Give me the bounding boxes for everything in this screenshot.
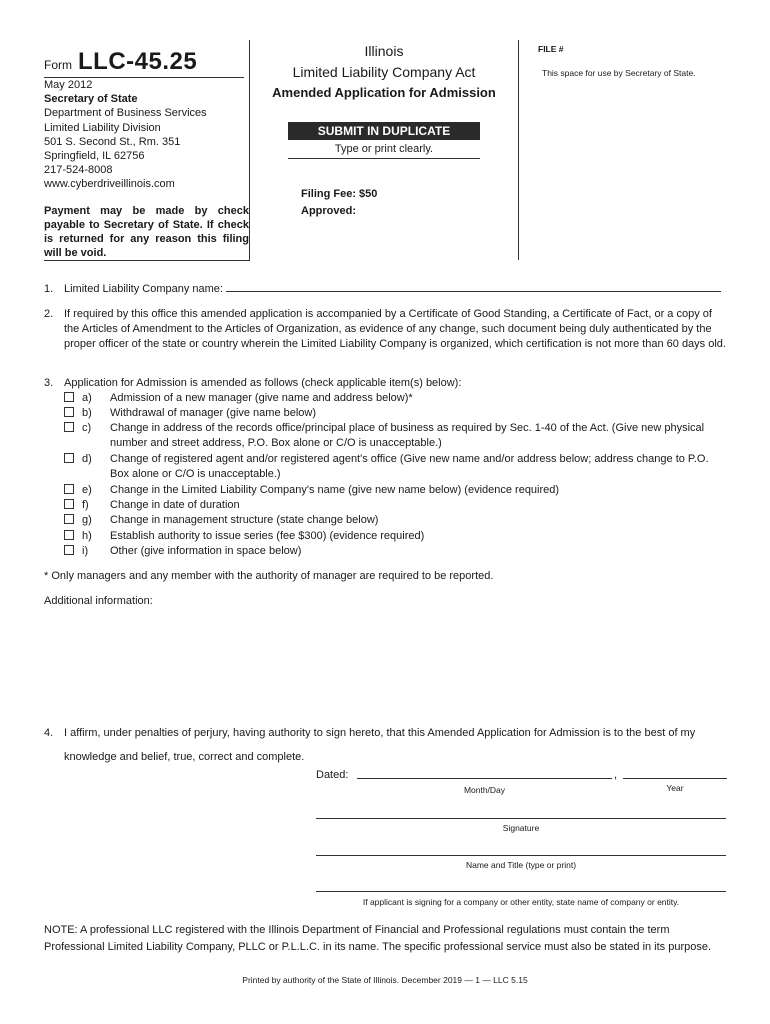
- option-text: Change in management structure (state change below): [110, 514, 379, 526]
- item-3-text: Application for Admission is amended as follows (check applicable item(s) below):: [64, 377, 462, 389]
- signature-caption: Signature: [502, 823, 540, 833]
- address-line: 217-524-8008: [44, 164, 113, 177]
- signature-field[interactable]: [316, 818, 726, 820]
- option-letter: e): [82, 484, 92, 496]
- option-text: Change in the Limited Liability Company's name (give new name below) (evidence required): [110, 484, 560, 496]
- option-e-checkbox[interactable]: [64, 484, 74, 494]
- llc-name-label: Limited Liability Company name:: [64, 283, 223, 295]
- option-f-checkbox[interactable]: [64, 499, 74, 509]
- option-text: Establish authority to issue series (fee $300) (evidence required): [110, 530, 425, 542]
- sos-use-space-note: This space for use by Secretary of State.: [542, 68, 696, 78]
- additional-info-label: Additional information:: [44, 595, 153, 607]
- option-g-checkbox[interactable]: [64, 514, 74, 524]
- item-2-text: If required by this office this amended application is accompanied by a Certificate of Good Standing, a Certificate of Fact, or a copy of the Articles of Amendment to the Articles of Organization, as evidence of any change, such document being duly authenticated by the proper officer of the state or country wherein the Limited Liability Company is organized, which certification is not more than 60 days old.: [64, 308, 726, 350]
- form-word: Form: [44, 58, 72, 72]
- option-letter: a): [82, 392, 92, 404]
- managers-footnote: * Only managers and any member with the authority of manager are required to be reported.: [44, 570, 494, 582]
- entity-name-field[interactable]: [316, 891, 726, 893]
- item-3: [44, 376, 729, 391]
- address-line: Limited Liability Division: [44, 121, 161, 134]
- option-i-checkbox[interactable]: [64, 545, 74, 555]
- option-b-checkbox[interactable]: [64, 407, 74, 417]
- item-number: 3.: [44, 377, 54, 389]
- option-letter: b): [82, 407, 92, 419]
- address-line: Department of Business Services: [44, 107, 207, 120]
- option-row: [64, 391, 729, 406]
- printed-by-footer: Printed by authority of the State of Illinois. December 2019 — 1 — LLC 5.15: [242, 975, 528, 985]
- option-letter: c): [82, 422, 92, 434]
- type-print-instruction: Type or print clearly.: [288, 143, 480, 159]
- option-h-checkbox[interactable]: [64, 530, 74, 540]
- name-title-caption: Name and Title (type or print): [465, 860, 577, 870]
- header-divider-right: [518, 40, 519, 260]
- item-4: [44, 721, 729, 769]
- state-name: Illinois: [364, 43, 404, 59]
- llc-name-field[interactable]: [226, 280, 721, 292]
- form-date: May 2012: [44, 79, 93, 91]
- option-letter: f): [82, 499, 89, 511]
- website-line: www.cyberdriveillinois.com: [44, 178, 175, 191]
- option-letter: i): [82, 545, 89, 557]
- additional-info-area[interactable]: [44, 612, 729, 712]
- option-text: Change in date of duration: [110, 499, 240, 511]
- option-text: Admission of a new manager (give name and address below)*: [110, 392, 413, 404]
- header-center-block: [250, 42, 518, 101]
- month-day-caption: Month/Day: [463, 785, 506, 795]
- item-4-text: I affirm, under penalties of perjury, having authority to sign hereto, that this Amended Application for Admission is to the best of my knowledge and belief, true, correct and complete.: [64, 727, 696, 763]
- submit-in-duplicate-banner: SUBMIT IN DUPLICATE: [288, 122, 480, 140]
- option-row: [64, 483, 729, 498]
- option-row: [64, 406, 729, 421]
- header-bottom-rule: [44, 260, 250, 261]
- item-1: [44, 280, 729, 297]
- file-number-label: FILE #: [538, 44, 564, 54]
- address-line: 501 S. Second St., Rm. 351: [44, 135, 181, 148]
- filing-fee: Filing Fee: $50: [301, 188, 378, 200]
- form-number: LLC-45.25: [78, 48, 198, 75]
- option-row: [64, 513, 729, 528]
- item-number: 2.: [44, 308, 54, 320]
- name-title-field[interactable]: [316, 855, 726, 857]
- option-row: [64, 498, 729, 513]
- item-number: 1.: [44, 283, 54, 295]
- approved-label: Approved:: [301, 205, 356, 217]
- option-d-checkbox[interactable]: [64, 453, 74, 463]
- year-caption: Year: [666, 783, 684, 793]
- payment-note: Payment may be made by check payable to Secretary of State. If check is returned for any reason this filing will be void.: [44, 204, 249, 259]
- option-row: [64, 529, 729, 544]
- entity-note-caption: If applicant is signing for a company or other entity, state name of company or entity.: [362, 897, 680, 907]
- professional-llc-note: NOTE: A professional LLC registered with the Illinois Department of Financial and Professional regulations must contain the term Professional Limited Liability Company, PLLC or P.L.L.C. in its name. The specific professional service must also be stated in its purpose.: [44, 924, 712, 953]
- option-text: Change of registered agent and/or registered agent's office (Give new name and/or address below; address change to P.O. Box alone or C/O is unacceptable.): [110, 453, 709, 480]
- address-line: Springfield, IL 62756: [44, 150, 145, 163]
- option-row: [64, 544, 729, 559]
- dated-year-field[interactable]: [623, 778, 727, 780]
- option-text: Withdrawal of manager (give name below): [110, 407, 317, 419]
- header-left-block: [44, 48, 249, 258]
- option-letter: h): [82, 530, 92, 542]
- item-2: [44, 307, 729, 352]
- option-letter: d): [82, 453, 92, 465]
- dated-label: Dated:: [316, 769, 349, 781]
- form-id-row: [44, 48, 249, 76]
- option-letter: g): [82, 514, 92, 526]
- office-name: Secretary of State: [44, 93, 138, 106]
- item-number: 4.: [44, 727, 54, 739]
- option-text: Other (give information in space below): [110, 545, 302, 557]
- option-row: [64, 421, 729, 451]
- option-a-checkbox[interactable]: [64, 392, 74, 402]
- form-title: Amended Application for Admission: [272, 85, 496, 100]
- act-name: Limited Liability Company Act: [292, 64, 476, 80]
- option-row: [64, 452, 729, 482]
- dated-month-day-field[interactable]: [357, 778, 612, 780]
- option-text: Change in address of the records office/principal place of business as required by Sec. 1-40 of the Act. (Give new physical number and street address, P.O. Box alone or C/O is unacceptable.): [110, 422, 705, 449]
- option-c-checkbox[interactable]: [64, 422, 74, 432]
- dated-comma: ,: [614, 769, 618, 781]
